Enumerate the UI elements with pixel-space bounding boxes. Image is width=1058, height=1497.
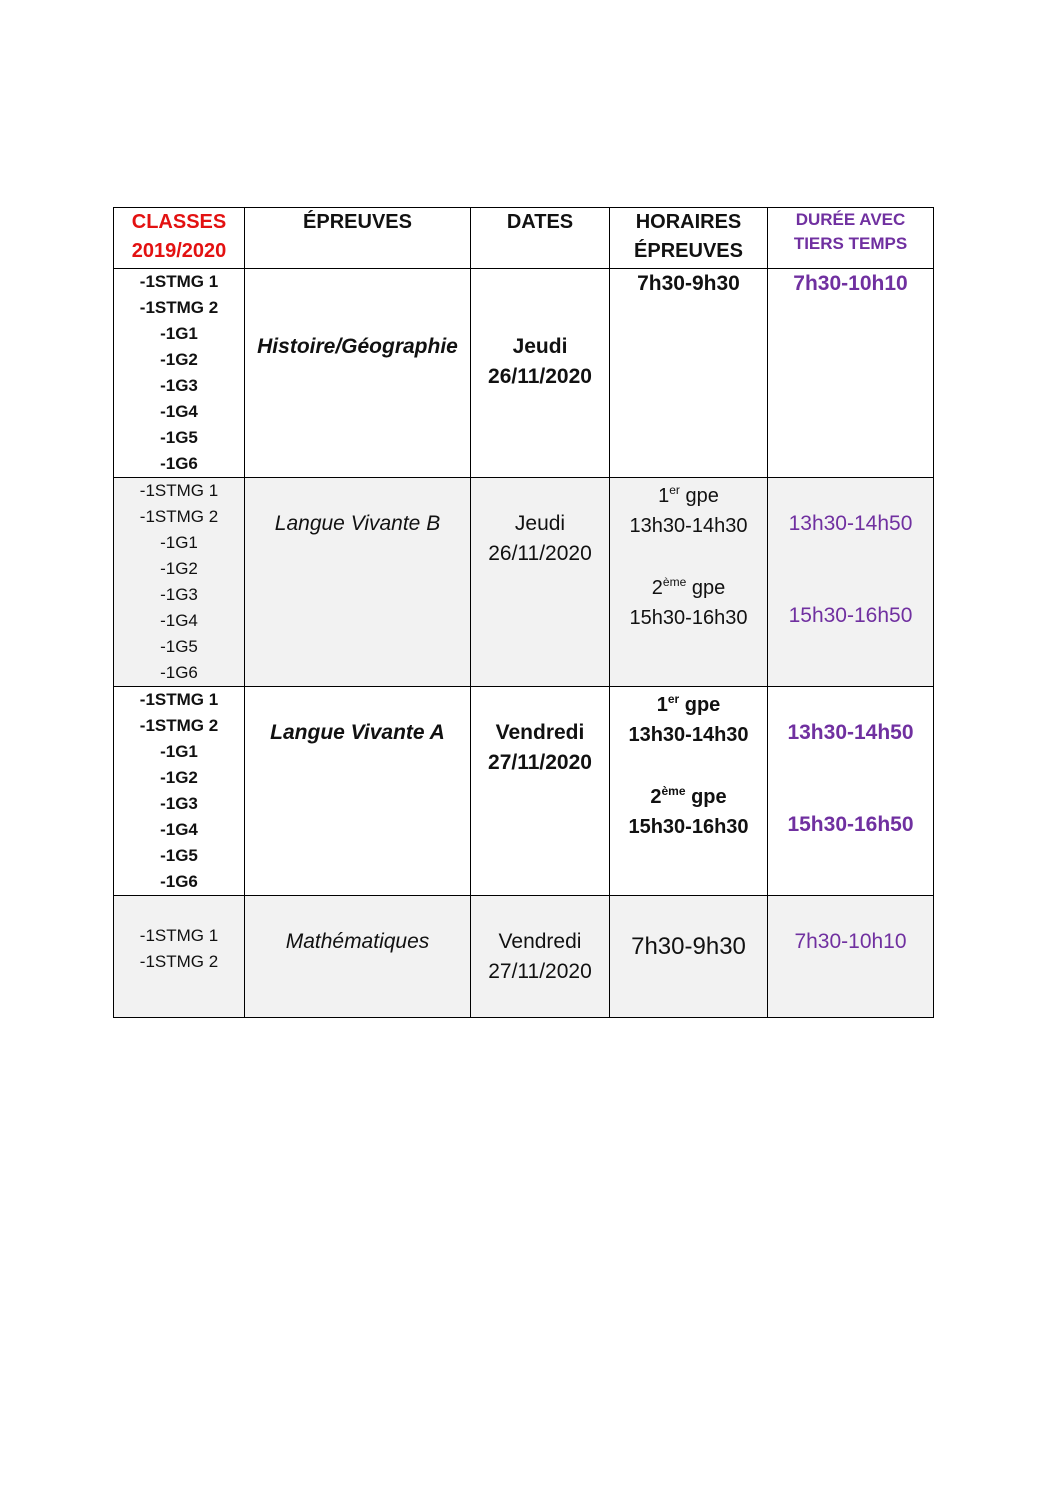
date-day: Vendredi — [495, 721, 585, 744]
class-item: -1G5 — [160, 637, 198, 656]
class-item: -1STMG 1 — [139, 272, 219, 291]
classes-cell — [114, 687, 245, 896]
class-item: -1G6 — [160, 454, 198, 473]
class-item: -1G4 — [160, 820, 198, 839]
date-cell — [471, 269, 610, 478]
exam-schedule-table — [113, 207, 934, 1018]
class-item: -1G3 — [160, 794, 198, 813]
classes-cell — [114, 478, 245, 687]
class-item: -1STMG 1 — [139, 926, 219, 945]
class-item: -1G5 — [160, 846, 198, 865]
epreuve-cell: Langue Vivante A — [245, 687, 471, 896]
header-horaires — [610, 208, 768, 269]
duree-value: 13h30-14h50 — [787, 721, 914, 744]
classes-cell — [114, 896, 245, 1018]
class-item: -1STMG 2 — [139, 507, 219, 526]
horaire-cell — [610, 687, 768, 896]
duree-cell: 7h30-10h10 — [768, 896, 934, 1018]
header-classes-line1: CLASSES — [131, 211, 227, 233]
date-cell — [471, 478, 610, 687]
table-row — [114, 896, 934, 1018]
header-row — [114, 208, 934, 269]
class-item: -1STMG 2 — [139, 952, 219, 971]
duree-cell: 7h30-10h10 — [768, 269, 934, 478]
group-label: 1er gpe — [656, 692, 721, 716]
class-item: -1STMG 2 — [139, 298, 219, 317]
horaire-cell: 7h30-9h30 — [610, 896, 768, 1018]
date-day: Jeudi — [512, 335, 568, 358]
date-value: 26/11/2020 — [488, 365, 592, 388]
header-classes — [114, 208, 245, 269]
header-horaires-line1: HORAIRES — [635, 211, 742, 233]
class-item: -1G3 — [160, 585, 198, 604]
date-cell — [471, 896, 610, 1018]
epreuve-cell: Histoire/Géographie — [245, 269, 471, 478]
duree-cell — [768, 478, 934, 687]
date-value: 26/11/2020 — [488, 542, 592, 565]
class-item: -1G1 — [160, 742, 198, 761]
table-row — [114, 687, 934, 896]
class-item: -1G4 — [160, 611, 198, 630]
class-item: -1G2 — [160, 768, 198, 787]
class-item: -1G1 — [160, 324, 198, 343]
date-day: Vendredi — [498, 930, 582, 953]
header-duree-line2: TIERS TEMPS — [793, 234, 908, 253]
header-epreuves: ÉPREUVES — [245, 208, 471, 269]
class-item: -1STMG 1 — [139, 690, 219, 709]
class-item: -1G2 — [160, 350, 198, 369]
header-classes-line2: 2019/2020 — [131, 240, 227, 262]
date-cell — [471, 687, 610, 896]
date-day: Jeudi — [514, 512, 566, 535]
class-item: -1G5 — [160, 428, 198, 447]
duree-value: 15h30-16h50 — [788, 604, 913, 627]
header-horaires-line2: ÉPREUVES — [634, 240, 743, 262]
class-item: -1G2 — [160, 559, 198, 578]
date-value: 27/11/2020 — [488, 751, 592, 774]
group-label: 1er gpe — [658, 483, 719, 507]
epreuve-cell: Mathématiques — [245, 896, 471, 1018]
group-label: 2ème gpe — [651, 575, 726, 599]
epreuve-cell: Langue Vivante B — [245, 478, 471, 687]
group-time: 13h30-14h30 — [629, 515, 748, 537]
duree-value: 15h30-16h50 — [787, 813, 914, 836]
horaire-cell — [610, 478, 768, 687]
duree-value: 13h30-14h50 — [788, 512, 913, 535]
class-item: -1STMG 2 — [139, 716, 219, 735]
class-item: -1G6 — [160, 663, 198, 682]
horaire-cell: 7h30-9h30 — [610, 269, 768, 478]
header-duree — [768, 208, 934, 269]
class-item: -1G6 — [160, 872, 198, 891]
class-item: -1G3 — [160, 376, 198, 395]
group-time: 15h30-16h30 — [629, 607, 748, 629]
table-row — [114, 478, 934, 687]
header-duree-line1: DURÉE AVEC — [795, 210, 906, 229]
classes-cell — [114, 269, 245, 478]
group-time: 13h30-14h30 — [628, 724, 749, 746]
date-value: 27/11/2020 — [488, 960, 592, 983]
group-label: 2ème gpe — [650, 784, 727, 808]
header-dates: DATES — [471, 208, 610, 269]
duree-cell — [768, 687, 934, 896]
class-item: -1STMG 1 — [139, 481, 219, 500]
table-row — [114, 269, 934, 478]
class-item: -1G4 — [160, 402, 198, 421]
class-item: -1G1 — [160, 533, 198, 552]
group-time: 15h30-16h30 — [628, 816, 749, 838]
